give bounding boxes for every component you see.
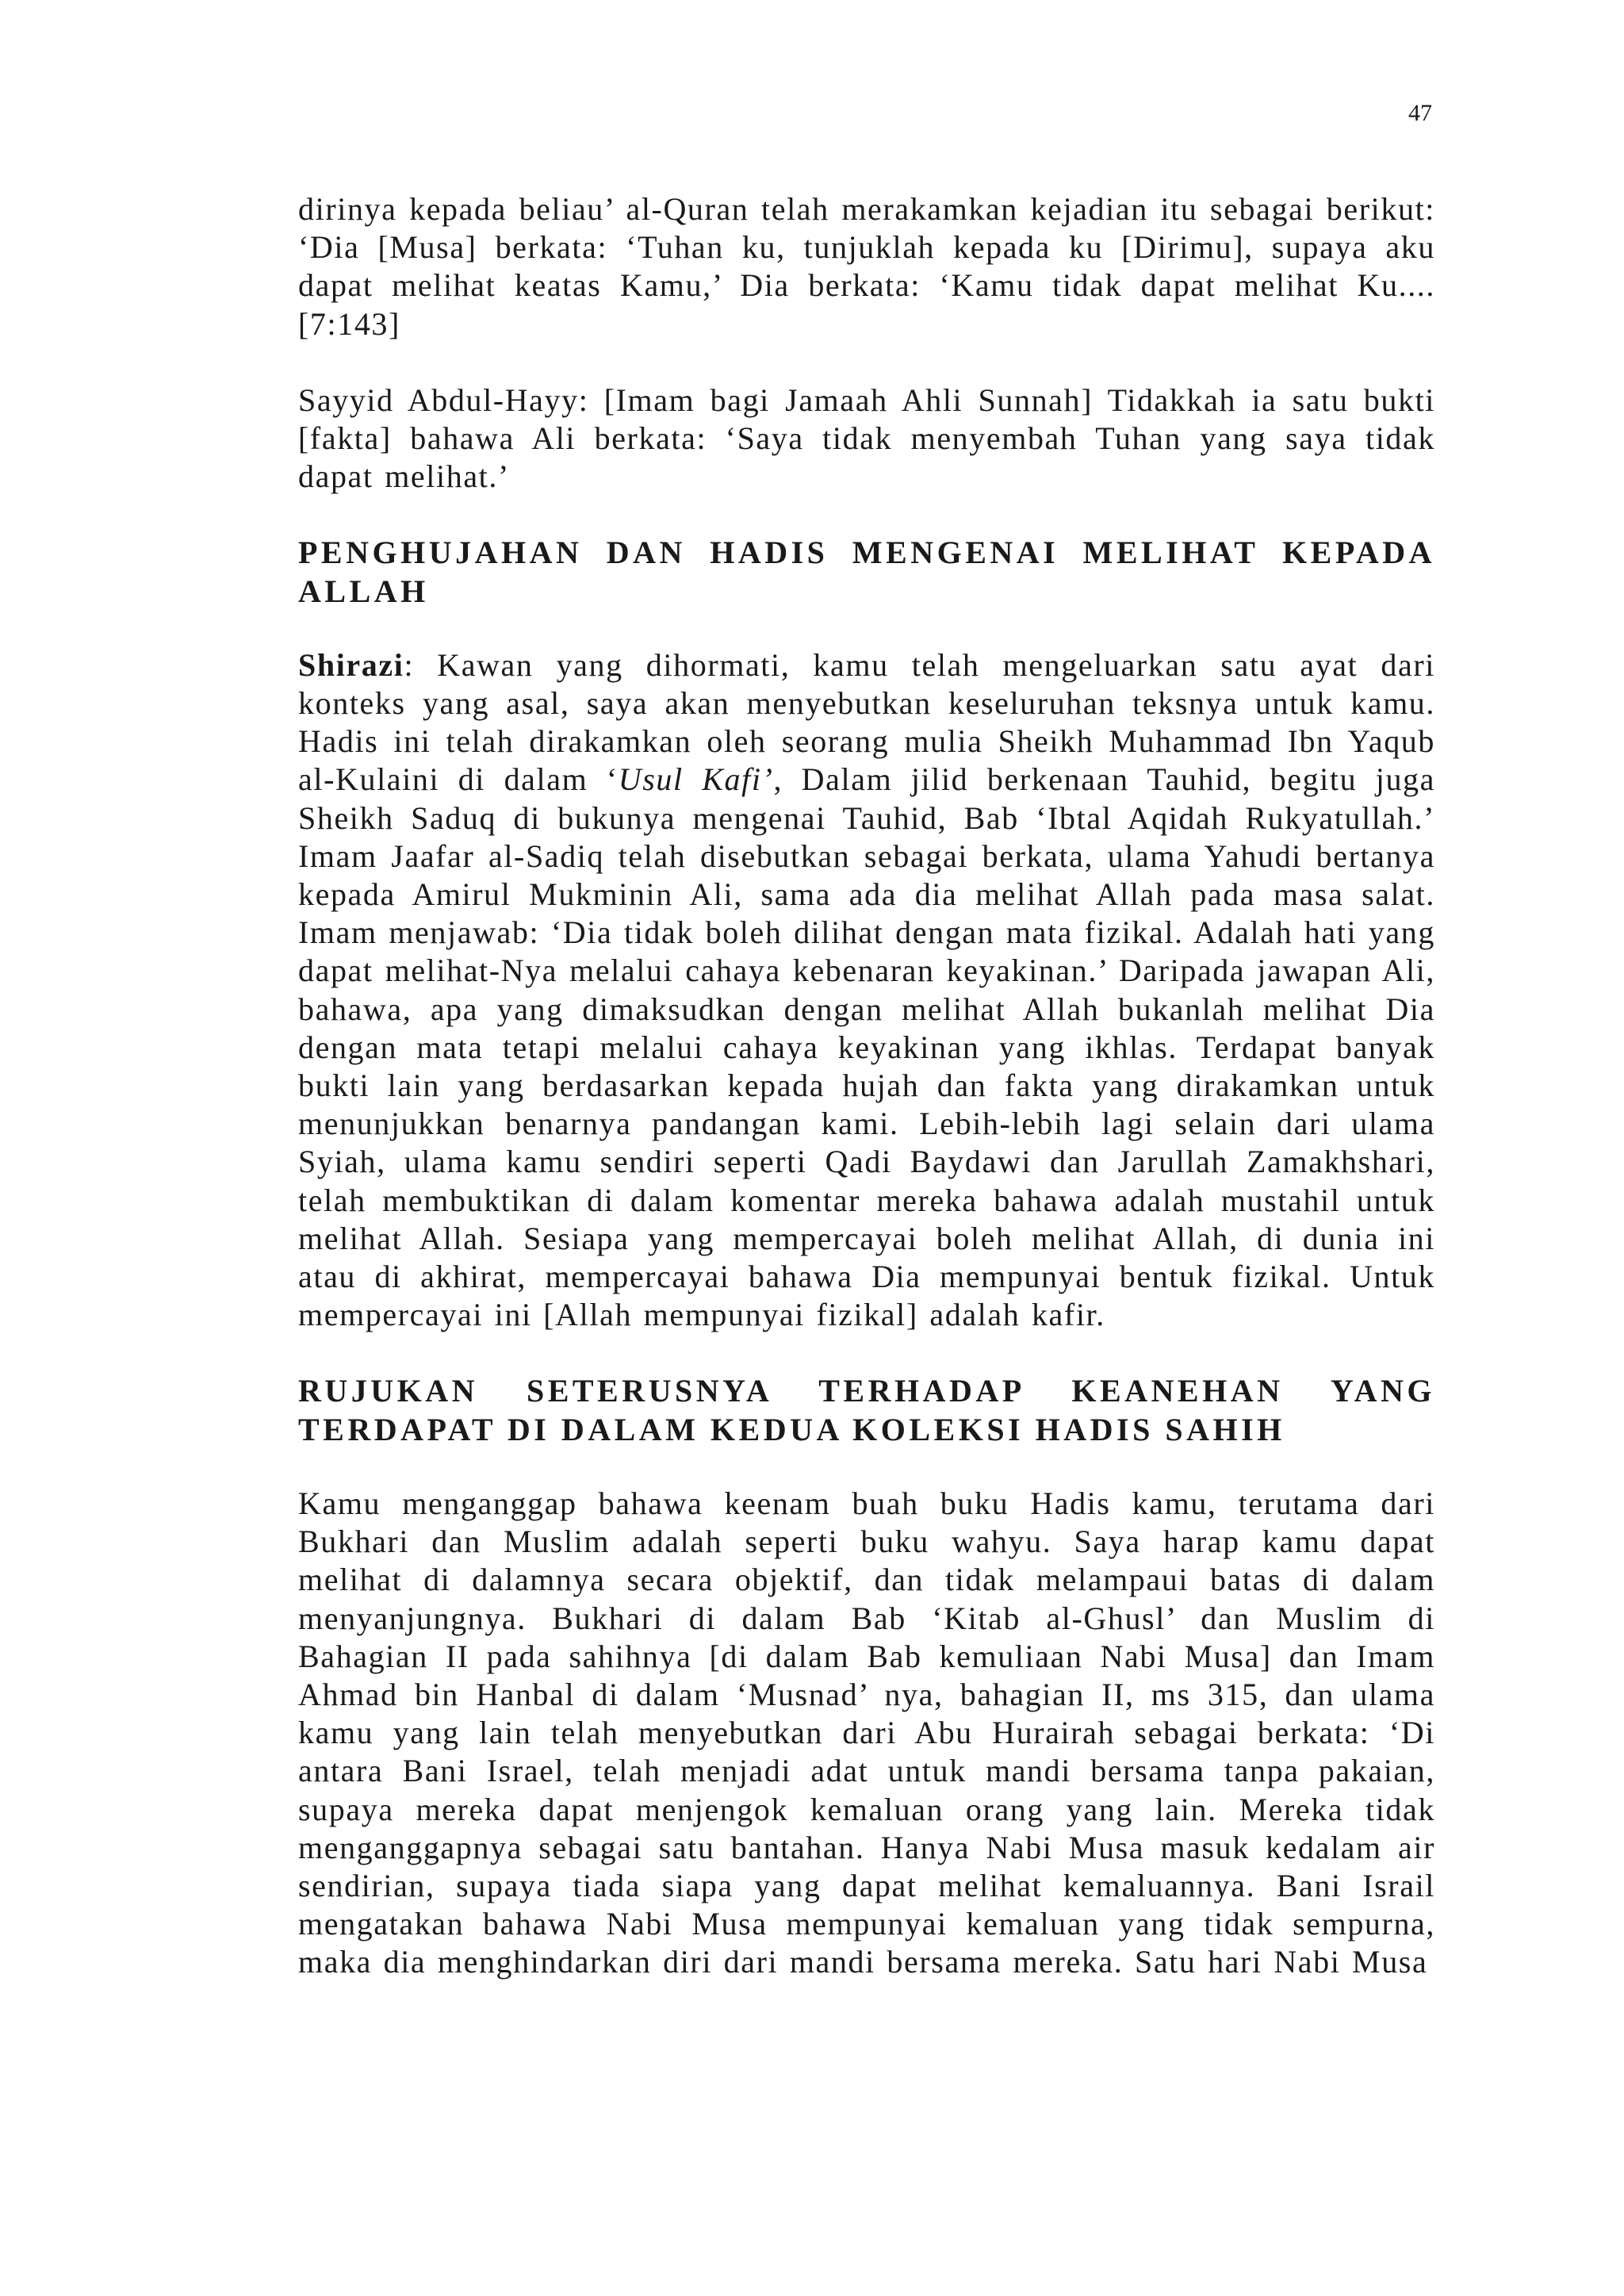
paragraph-hadith-books: Kamu menganggap bahawa keenam buah buku Hadis kamu, terutama dari Bukhari dan Muslim adalah seperti buku wahyu. Saya harap kamu dapat melihat di dalamnya secara objektif, dan tidak melampaui batas di dalam menyanjungnya. Bukhari di dalam Bab ‘Kitab al-Ghusl’ dan Muslim di Bahagian II pada sahihnya [di dalam Bab kemuliaan Nabi Musa] dan Imam Ahmad bin Hanbal di dalam ‘Musnad’ nya, bahagian II, ms 315, dan ulama kamu yang lain telah menyebutkan dari Abu Hurairah sebagai berkata: ‘Di antara Bani Israel, telah menjadi adat untuk mandi bersama tanpa pakaian, supaya mereka dapat menjengok kemaluan orang yang lain. Mereka tidak menganggapnya sebagai satu bantahan. Hanya Nabi Musa masuk kedalam air sendirian, supaya tiada siapa yang dapat melihat kemaluannya. Bani Israil mengatakan bahawa Nabi Musa mempunyai kemaluan yang tidak sempurna, maka dia menghindarkan diri dari mandi bersama mereka. Satu hari Nabi Musa: [298, 1485, 1435, 1980]
paragraph-quran-quote: dirinya kepada beliau’ al-Quran telah merakamkan kejadian itu sebagai berikut: ‘Dia [Musa] berkata: ‘Tuhan ku, tunjuklah kepada ku [Dirimu], supaya aku dapat melihat keatas Kamu,’ Dia berkata: ‘Kamu tidak dapat melihat Ku.... [7:143]: [298, 191, 1435, 342]
speaker-name: Shirazi: [298, 646, 404, 683]
page-body: [298, 190, 1435, 1982]
page-number: 47: [1408, 100, 1432, 126]
paragraph-text-part: , Dalam jilid berkenaan Tauhid, begitu juga Sheikh Saduq di bukunya mengenai Tauhid, Bab ‘Ibtal Aqidah Rukyatullah.’ Imam Jaafar al-Sadiq telah disebutkan sebagai berkata, ulama Yahudi bertanya kepada Amirul Mukminin Ali, sama ada dia melihat Allah pada masa salat. Imam menjawab: ‘Dia tidak boleh dilihat dengan mata fizikal. Adalah hati yang dapat melihat-Nya melalui cahaya kebenaran keyakinan.’ Daripada jawapan Ali, bahawa, apa yang dimaksudkan dengan melihat Allah bukanlah melihat Dia dengan mata tetapi melalui cahaya keyakinan yang ikhlas. Terdapat banyak bukti lain yang berdasarkan kepada hujah dan fakta yang dirakamkan untuk menunjukkan benarnya pandangan kami. Lebih-lebih lagi selain dari ulama Syiah, ulama kamu sendiri seperti Qadi Baydawi dan Jarullah Zamakhshari, telah membuktikan di dalam komentar mereka bahawa adalah mustahil untuk melihat Allah. Sesiapa yang mempercayai boleh melihat Allah, di dunia ini atau di akhirat, mempercayai bahawa Dia mempunyai bentuk fizikal. Untuk mempercayai ini [Allah mempunyai fizikal] adalah kafir.: [298, 761, 1436, 1333]
section-heading-seeing-allah: PENGHUJAHAN DAN HADIS MENGENAI MELIHAT KEPADA ALLAH: [298, 535, 1435, 609]
paragraph-shirazi-reply: [298, 646, 1435, 1335]
book-title: Usul Kafi’: [618, 761, 774, 798]
section-heading-hadith-collections: RUJUKAN SETERUSNYA TERHADAP KEANEHAN YANG TERDAPAT DI DALAM KEDUA KOLEKSI HADIS SAHIH: [298, 1373, 1435, 1447]
paragraph-text-part: : Kawan yang dihormati, kamu telah mengeluarkan satu ayat dari konteks yang asal, saya akan menyebutkan keseluruhan teksnya untuk kamu. Hadis ini telah dirakamkan oleh seorang mulia Sheikh Muhammad Ibn Yaqub al-Kulaini di dalam ‘: [298, 646, 1435, 798]
paragraph-sayyid-abdul-hayy: Sayyid Abdul-Hayy: [Imam bagi Jamaah Ahli Sunnah] Tidakkah ia satu bukti [fakta] bahawa Ali berkata: ‘Saya tidak menyembah Tuhan yang saya tidak dapat melihat.’: [298, 381, 1435, 495]
